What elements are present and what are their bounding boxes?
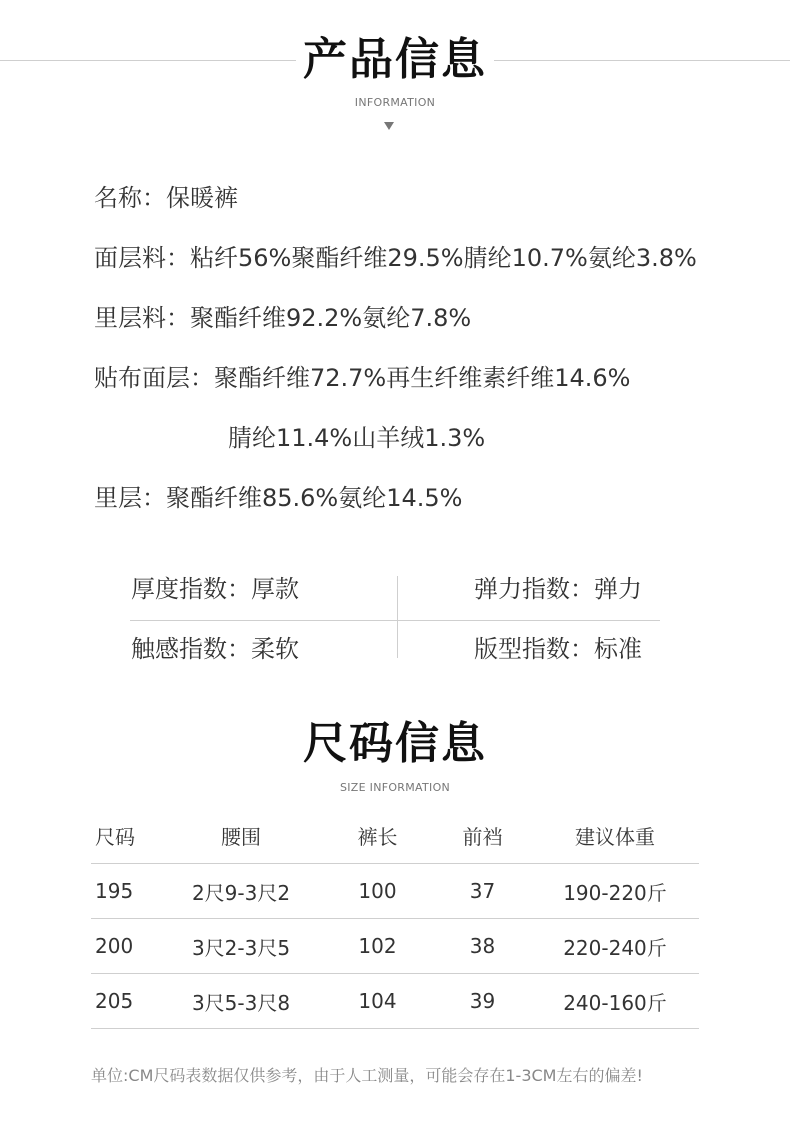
- cell-weight: 220-240斤: [531, 919, 699, 974]
- cell-weight: 190-220斤: [531, 864, 699, 919]
- cell-size: 200: [91, 919, 161, 974]
- cell-length: 100: [321, 864, 434, 919]
- column-header-weight: 建议体重: [575, 825, 655, 849]
- size-table-header-row: [91, 808, 699, 864]
- cell-waist: 2尺9-3尺2: [161, 864, 321, 919]
- patch-fabric-line2: 腈纶11.4%山羊绒1.3%: [228, 424, 486, 452]
- table-row: [91, 864, 699, 919]
- product-section-title: 产品信息: [303, 34, 487, 85]
- column-header-front-rise: 前裆: [462, 825, 503, 849]
- cell-size: 195: [91, 864, 161, 919]
- inner-fabric: 里层料：聚酯纤维92.2%氨纶7.8%: [94, 304, 472, 332]
- product-name: 名称：保暖裤: [94, 184, 238, 212]
- cell-front-rise: 37: [434, 864, 531, 919]
- outer-fabric: 面层料：粘纤56%聚酯纤维29.5%腈纶10.7%氨纶3.8%: [94, 244, 697, 272]
- cell-waist: 3尺5-3尺8: [161, 974, 321, 1029]
- column-header-size: 尺码: [95, 825, 135, 849]
- fit-index: 版型指数：标准: [474, 635, 642, 663]
- size-table: [91, 808, 699, 1029]
- triangle-down-icon: [384, 122, 394, 130]
- touch-index: 触感指数：柔软: [131, 635, 299, 663]
- column-header-length: 裤长: [357, 825, 398, 849]
- cell-weight: 240-160斤: [531, 974, 699, 1029]
- product-section-subtitle: INFORMATION: [354, 96, 436, 109]
- thickness-index: 厚度指数：厚款: [131, 575, 299, 603]
- cell-size: 205: [91, 974, 161, 1029]
- size-disclaimer: 单位:CM尺码表数据仅供参考，由于人工测量，可能会存在1-3CM左右的偏差!: [91, 1066, 643, 1085]
- size-section-subtitle: SIZE INFORMATION: [339, 781, 451, 794]
- indices-horizontal-divider: [130, 620, 660, 621]
- table-row: [91, 974, 699, 1029]
- column-header-waist: 腰围: [221, 825, 261, 849]
- cell-waist: 3尺2-3尺5: [161, 919, 321, 974]
- cell-front-rise: 38: [434, 919, 531, 974]
- cell-length: 104: [321, 974, 434, 1029]
- patch-fabric-line1: 贴布面层：聚酯纤维72.7%再生纤维素纤维14.6%: [94, 364, 631, 392]
- size-section-title: 尺码信息: [303, 718, 487, 769]
- cell-front-rise: 39: [434, 974, 531, 1029]
- indices-vertical-divider: [397, 576, 398, 658]
- lining-fabric: 里层：聚酯纤维85.6%氨纶14.5%: [94, 484, 463, 512]
- elasticity-index: 弹力指数：弹力: [474, 575, 642, 603]
- table-row: [91, 919, 699, 974]
- cell-length: 102: [321, 919, 434, 974]
